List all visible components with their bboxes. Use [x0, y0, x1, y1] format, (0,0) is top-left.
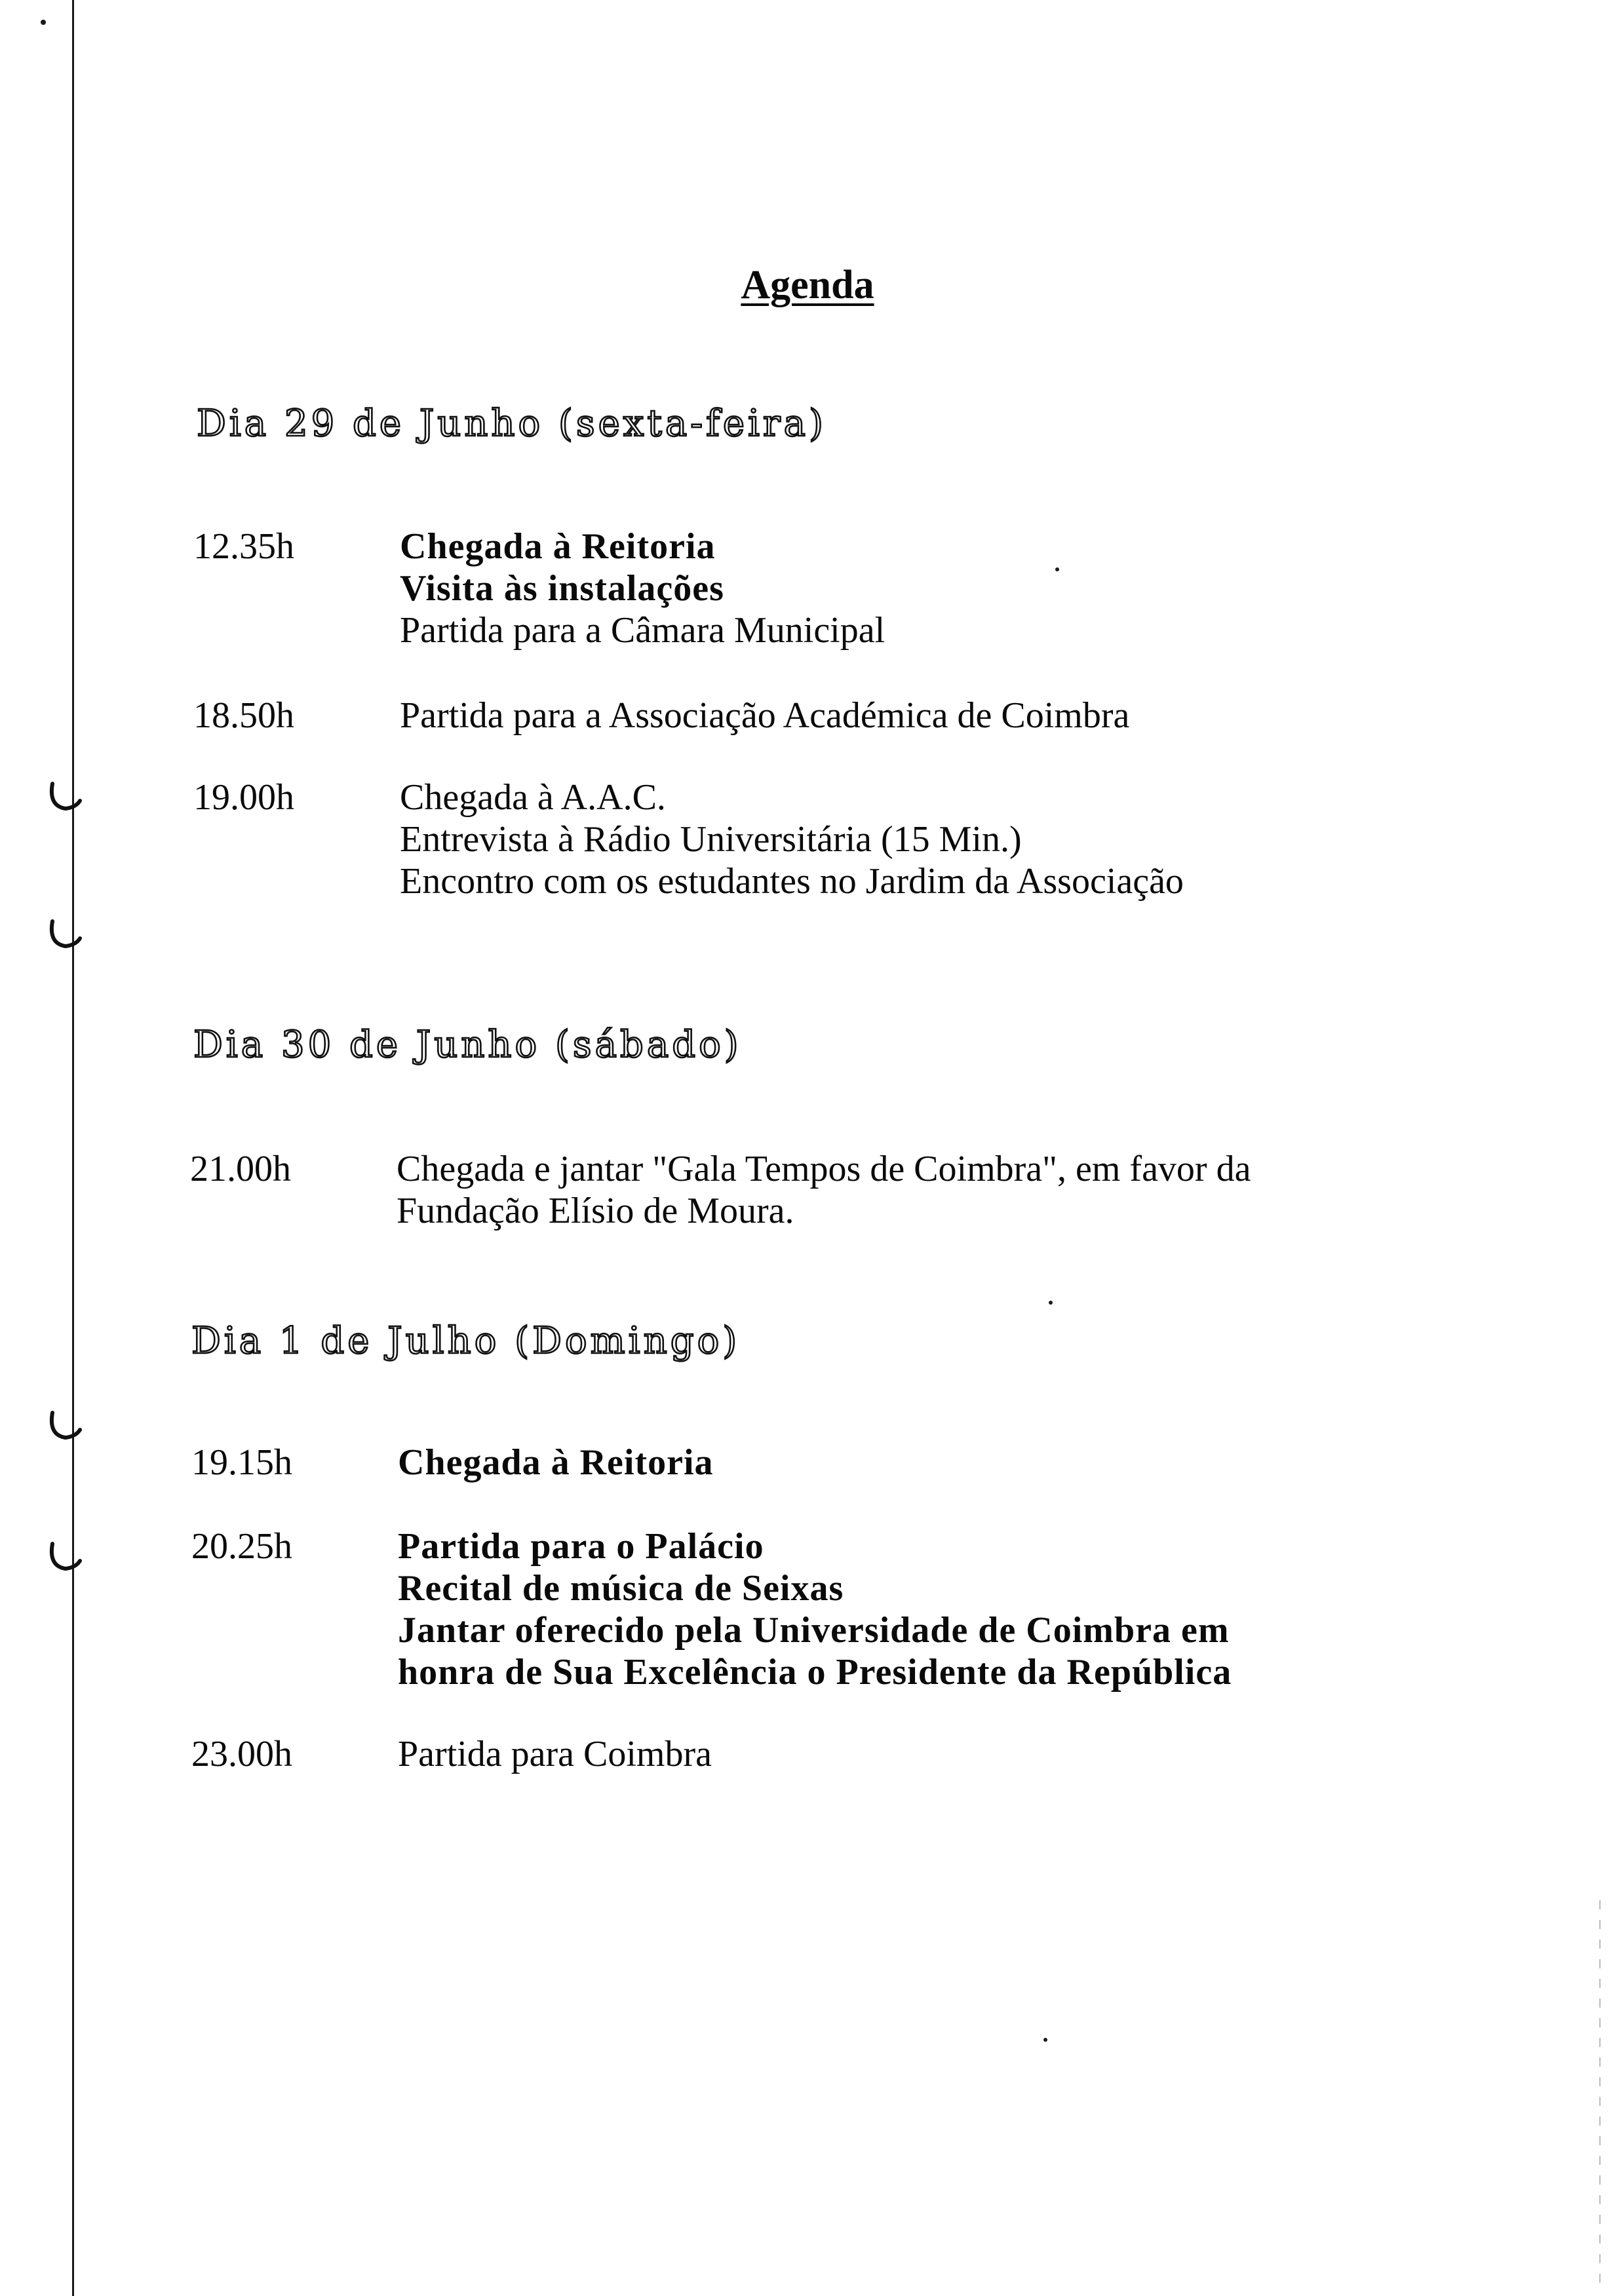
entry-line: Fundação Elísio de Moura. — [397, 1191, 794, 1231]
scan-speck — [1043, 2038, 1047, 2042]
entry-details — [400, 695, 1580, 737]
entry-time: 12.35h — [193, 526, 294, 567]
entry-time: 21.00h — [190, 1149, 291, 1189]
day-heading: Dia 30 de Junho (sábado) — [193, 1024, 742, 1066]
entry-time: 23.00h — [191, 1734, 292, 1774]
entry-line: Chegada à Reitoria — [400, 526, 716, 567]
entry-line: Partida para o Palácio — [398, 1526, 764, 1567]
day-heading: Dia 1 de Julho (Domingo) — [191, 1320, 741, 1362]
entry-line: Partida para a Associação Académica de Coimbra — [400, 695, 1130, 736]
entry-time: 19.15h — [191, 1442, 292, 1483]
scan-right-edge — [1599, 1900, 1601, 2293]
scan-speck — [1049, 1301, 1053, 1305]
binder-hole-icon — [46, 780, 85, 819]
entry-line: Visita às instalações — [400, 568, 724, 609]
entry-time: 19.00h — [193, 777, 294, 818]
binder-hole-icon — [46, 1540, 85, 1579]
entry-details — [398, 1442, 1578, 1483]
entry-line: Chegada à A.A.C. — [400, 777, 666, 818]
entry-line: Chegada e jantar "Gala Tempos de Coimbra", em favor da — [397, 1149, 1251, 1189]
entry-details — [398, 1733, 1578, 1775]
scan-margin-line — [72, 0, 74, 2296]
entry-line: Entrevista à Rádio Universitária (15 Min.) — [400, 819, 1022, 860]
day-heading: Dia 29 de Junho (sexta-feira) — [197, 402, 827, 445]
entry-time: 18.50h — [193, 695, 294, 736]
scan-speck — [41, 20, 46, 25]
entry-line: Chegada à Reitoria — [398, 1442, 714, 1483]
binder-hole-icon — [46, 917, 85, 957]
entry-time: 20.25h — [191, 1526, 292, 1567]
binder-hole-icon — [46, 1409, 85, 1448]
entry-details — [397, 1148, 1576, 1232]
entry-line: Partida para a Câmara Municipal — [400, 610, 885, 651]
entry-line: Recital de música de Seixas — [398, 1568, 844, 1609]
page-title: Agenda — [741, 263, 874, 307]
entry-details — [400, 776, 1580, 902]
entry-line: Partida para Coimbra — [398, 1734, 712, 1774]
entry-line: honra de Sua Excelência o Presidente da República — [398, 1652, 1232, 1693]
entry-line: Jantar oferecido pela Universidade de Coimbra em — [398, 1610, 1230, 1651]
entry-details — [400, 526, 1580, 651]
entry-line: Encontro com os estudantes no Jardim da Associação — [400, 861, 1184, 902]
entry-details — [398, 1525, 1578, 1693]
